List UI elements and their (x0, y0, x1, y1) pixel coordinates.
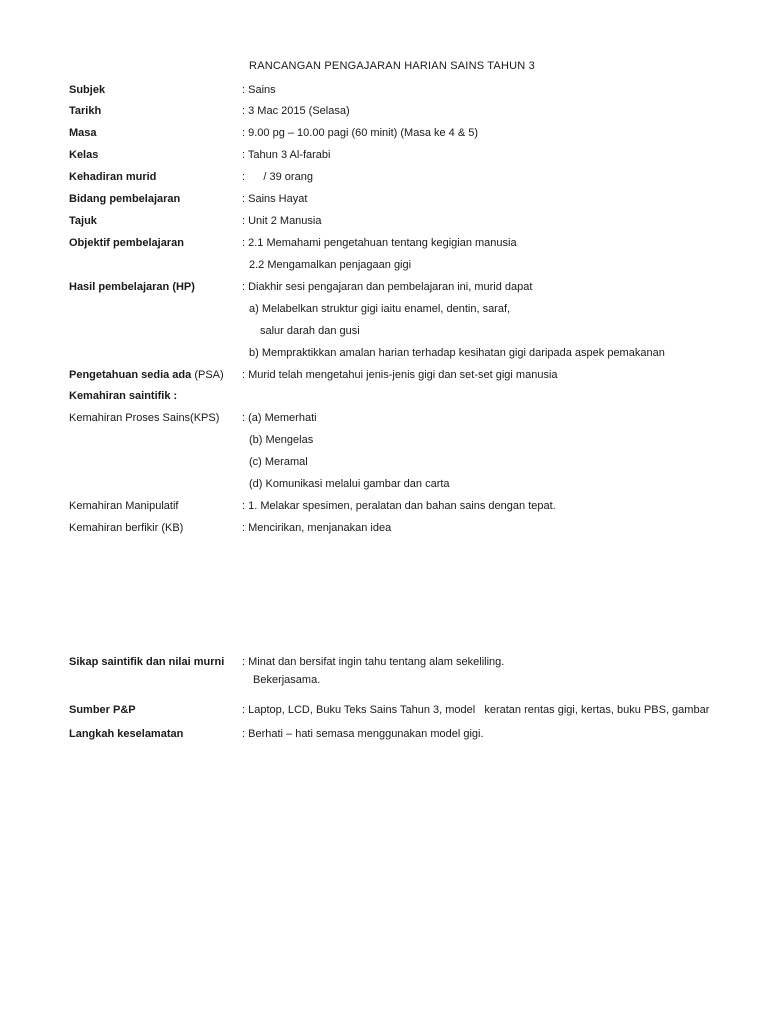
hasil-b-line: b) Mempraktikkan amalan harian terhadap kesihatan gigi daripada aspek pemakanan (249, 347, 665, 359)
langkah-label: Langkah keselamatan (69, 728, 184, 740)
sikap-line2: Bekerjasama. (253, 674, 321, 686)
subjek-label: Subjek (69, 84, 106, 96)
langkah-value: : Berhati – hati semasa menggunakan model gigi. (242, 728, 484, 740)
hasil-value: : Diakhir sesi pengajaran dan pembelajaran ini, murid dapat (242, 281, 533, 293)
tarikh-value: : 3 Mac 2015 (Selasa) (242, 105, 350, 117)
kps-value-c: (c) Meramal (249, 456, 308, 468)
kps-value-a: : (a) Memerhati (242, 412, 317, 424)
sikap-value: : Minat dan bersifat ingin tahu tentang alam sekeliling. (242, 656, 505, 668)
sumber-value: : Laptop, LCD, Buku Teks Sains Tahun 3, model keratan rentas gigi, kertas, buku PBS, gambar (242, 704, 710, 716)
kehadiran-value: : / 39 orang (242, 171, 313, 183)
masa-value: : 9.00 pg – 10.00 pagi (60 minit) (Masa ke 4 & 5) (242, 127, 479, 139)
kps-value-d: (d) Komunikasi melalui gambar dan carta (249, 478, 450, 490)
kemahiran-saintifik-label: Kemahiran saintifik : (69, 390, 178, 402)
kehadiran-label: Kehadiran murid (69, 171, 157, 183)
tarikh-label: Tarikh (69, 105, 102, 117)
objektif-value: : 2.1 Memahami pengetahuan tentang kegigian manusia (242, 237, 517, 249)
psa-label-bold: Pengetahuan sedia ada (69, 369, 192, 381)
hasil-a-line2: salur darah dan gusi (260, 325, 360, 337)
manipulatif-label: Kemahiran Manipulatif (69, 500, 179, 512)
kps-value-b: (b) Mengelas (249, 434, 314, 446)
kelas-value: : Tahun 3 Al-farabi (242, 149, 331, 161)
objektif-label: Objektif pembelajaran (69, 237, 184, 249)
berfikir-value: : Mencirikan, menjanakan idea (242, 522, 392, 534)
kelas-label: Kelas (69, 149, 99, 161)
hasil-label: Hasil pembelajaran (HP) (69, 281, 195, 293)
sumber-label: Sumber P&P (69, 704, 136, 716)
psa-label-suffix: (PSA) (191, 369, 224, 381)
manipulatif-value: : 1. Melakar spesimen, peralatan dan bahan sains dengan tepat. (242, 500, 556, 512)
psa-label (69, 368, 224, 382)
tajuk-label: Tajuk (69, 215, 97, 227)
sikap-label: Sikap saintifik dan nilai murni (69, 656, 225, 668)
bidang-value: : Sains Hayat (242, 193, 308, 205)
masa-label: Masa (69, 127, 97, 139)
berfikir-label: Kemahiran berfikir (KB) (69, 522, 184, 534)
hasil-a-line1: a) Melabelkan struktur gigi iaitu enamel, dentin, saraf, (249, 303, 511, 315)
bidang-label: Bidang pembelajaran (69, 193, 181, 205)
kps-label: Kemahiran Proses Sains(KPS) (69, 412, 220, 424)
psa-value: : Murid telah mengetahui jenis-jenis gigi dan set-set gigi manusia (242, 369, 558, 381)
document-title: RANCANGAN PENGAJARAN HARIAN SAINS TAHUN 3 (249, 60, 535, 72)
subjek-value: : Sains (242, 84, 276, 96)
tajuk-value: : Unit 2 Manusia (242, 215, 322, 227)
objektif-line2: 2.2 Mengamalkan penjagaan gigi (249, 259, 412, 271)
